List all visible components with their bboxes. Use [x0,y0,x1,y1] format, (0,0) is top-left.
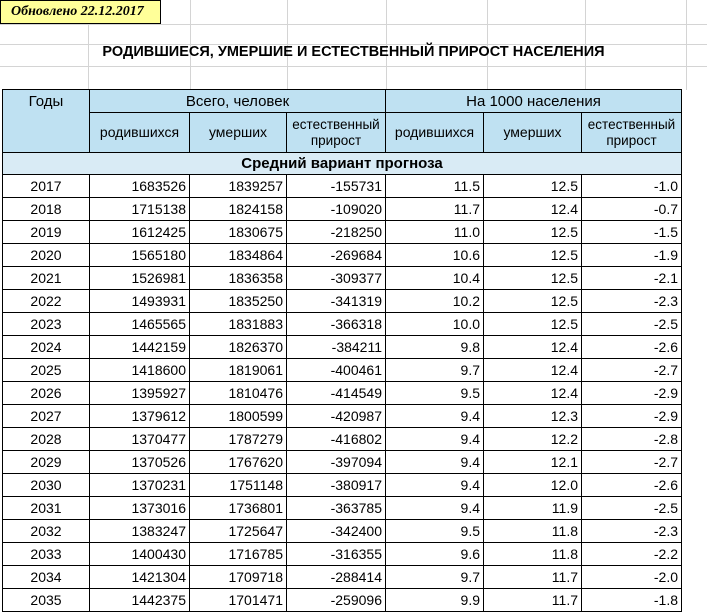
cell-born[interactable]: 1442375 [90,589,190,612]
cell-born-rate[interactable]: 9.4 [386,405,484,428]
cell-born[interactable]: 1493931 [90,290,190,313]
cell-growth-rate[interactable]: -2.9 [582,382,682,405]
cell-born-rate[interactable]: 9.4 [386,428,484,451]
cell-born[interactable]: 1565180 [90,244,190,267]
cell-growth-rate[interactable]: -0.7 [582,198,682,221]
header-natural-growth[interactable]: естественный прирост [287,113,386,153]
table-row [3,589,682,612]
cell-year[interactable]: 2022 [3,290,90,313]
cell-born-rate[interactable]: 10.4 [386,267,484,290]
cell-year[interactable]: 2023 [3,313,90,336]
cell-year[interactable]: 2027 [3,405,90,428]
cell-natural-growth[interactable]: -363785 [287,497,386,520]
cell-died[interactable]: 1800599 [190,405,287,428]
cell-born[interactable]: 1418600 [90,359,190,382]
cell-growth-rate[interactable]: -2.9 [582,405,682,428]
header-born-rate[interactable]: родившихся [386,113,484,153]
cell-born[interactable]: 1400430 [90,543,190,566]
cell-year[interactable]: 2020 [3,244,90,267]
cell-year[interactable]: 2021 [3,267,90,290]
cell-born[interactable]: 1395927 [90,382,190,405]
cell-died-rate[interactable]: 12.5 [484,313,582,336]
cell-died-rate[interactable]: 11.8 [484,543,582,566]
cell-born[interactable]: 1383247 [90,520,190,543]
cell-natural-growth[interactable]: -366318 [287,313,386,336]
cell-died[interactable]: 1834864 [190,244,287,267]
cell-natural-growth[interactable]: -384211 [287,336,386,359]
cell-year[interactable]: 2034 [3,566,90,589]
table-row [3,336,682,359]
cell-growth-rate[interactable]: -2.3 [582,520,682,543]
cell-born-rate[interactable]: 9.7 [386,359,484,382]
cell-growth-rate[interactable]: -1.5 [582,221,682,244]
header-died[interactable]: умерших [190,113,287,153]
cell-growth-rate[interactable]: -2.5 [582,497,682,520]
cell-born-rate[interactable]: 11.0 [386,221,484,244]
table-row [3,198,682,221]
cell-year[interactable]: 2033 [3,543,90,566]
table-row [3,428,682,451]
cell-died[interactable]: 1751148 [190,474,287,497]
cell-died[interactable]: 1826370 [190,336,287,359]
cell-growth-rate[interactable]: -2.0 [582,566,682,589]
cell-died-rate[interactable]: 12.4 [484,198,582,221]
page-title: РОДИВШИЕСЯ, УМЕРШИЕ И ЕСТЕСТВЕННЫЙ ПРИРОСТ НАСЕЛЕНИЯ [102,44,605,60]
cell-growth-rate[interactable]: -1.9 [582,244,682,267]
cell-natural-growth[interactable]: -416802 [287,428,386,451]
cell-died-rate[interactable]: 12.5 [484,244,582,267]
cell-natural-growth[interactable]: -269684 [287,244,386,267]
cell-died[interactable]: 1725647 [190,520,287,543]
cell-born[interactable]: 1379612 [90,405,190,428]
cell-natural-growth[interactable]: -400461 [287,359,386,382]
cell-growth-rate[interactable]: -2.2 [582,543,682,566]
cell-year[interactable]: 2029 [3,451,90,474]
header-years[interactable]: Годы [3,90,90,153]
cell-died[interactable]: 1835250 [190,290,287,313]
cell-born-rate[interactable]: 10.6 [386,244,484,267]
header-per1000-group[interactable]: На 1000 населения [386,90,682,113]
cell-natural-growth[interactable]: -397094 [287,451,386,474]
table-row [3,244,682,267]
cell-died-rate[interactable]: 12.5 [484,290,582,313]
cell-died-rate[interactable]: 12.5 [484,267,582,290]
cell-died-rate[interactable]: 12.5 [484,221,582,244]
cell-died[interactable]: 1839257 [190,175,287,198]
cell-natural-growth[interactable]: -316355 [287,543,386,566]
cell-died-rate[interactable]: 12.4 [484,336,582,359]
cell-born[interactable]: 1370231 [90,474,190,497]
cell-died-rate[interactable]: 11.9 [484,497,582,520]
cell-born-rate[interactable]: 9.4 [386,451,484,474]
cell-born[interactable]: 1442159 [90,336,190,359]
cell-born-rate[interactable]: 11.5 [386,175,484,198]
cell-died[interactable]: 1824158 [190,198,287,221]
cell-died[interactable]: 1810476 [190,382,287,405]
cell-died[interactable]: 1701471 [190,589,287,612]
cell-born-rate[interactable]: 9.7 [386,566,484,589]
cell-born-rate[interactable]: 11.7 [386,198,484,221]
cell-born-rate[interactable]: 10.2 [386,290,484,313]
table-row [3,543,682,566]
cell-died-rate[interactable]: 12.4 [484,382,582,405]
cell-natural-growth[interactable]: -341319 [287,290,386,313]
cell-growth-rate[interactable]: -2.6 [582,336,682,359]
cell-died-rate[interactable]: 12.4 [484,359,582,382]
cell-died-rate[interactable]: 12.0 [484,474,582,497]
cell-year[interactable]: 2032 [3,520,90,543]
table-row [3,497,682,520]
cell-natural-growth[interactable]: -414549 [287,382,386,405]
cell-born[interactable]: 1465565 [90,313,190,336]
cell-born-rate[interactable]: 9.5 [386,382,484,405]
cell-born[interactable]: 1370477 [90,428,190,451]
cell-born-rate[interactable]: 9.9 [386,589,484,612]
cell-died-rate[interactable]: 12.1 [484,451,582,474]
cell-natural-growth[interactable]: -109020 [287,198,386,221]
cell-year[interactable]: 2019 [3,221,90,244]
cell-born[interactable]: 1370526 [90,451,190,474]
cell-year[interactable]: 2017 [3,175,90,198]
cell-died[interactable]: 1831883 [190,313,287,336]
cell-growth-rate[interactable]: -2.7 [582,451,682,474]
cell-died-rate[interactable]: 11.7 [484,589,582,612]
table-row [3,451,682,474]
cell-born[interactable]: 1526981 [90,267,190,290]
cell-died-rate[interactable]: 11.7 [484,566,582,589]
cell-died[interactable]: 1736801 [190,497,287,520]
cell-natural-growth[interactable]: -218250 [287,221,386,244]
cell-natural-growth[interactable]: -259096 [287,589,386,612]
cell-born-rate[interactable]: 9.4 [386,497,484,520]
table-row [3,405,682,428]
cell-born-rate[interactable]: 9.8 [386,336,484,359]
cell-growth-rate[interactable]: -1.8 [582,589,682,612]
cell-born[interactable]: 1373016 [90,497,190,520]
cell-growth-rate[interactable]: -2.1 [582,267,682,290]
cell-year[interactable]: 2025 [3,359,90,382]
table-row [3,520,682,543]
cell-born-rate[interactable]: 9.6 [386,543,484,566]
cell-year[interactable]: 2024 [3,336,90,359]
header-born[interactable]: родившихся [90,113,190,153]
cell-growth-rate[interactable]: -2.5 [582,313,682,336]
table-row [3,474,682,497]
cell-natural-growth[interactable]: -155731 [287,175,386,198]
cell-died-rate[interactable]: 11.8 [484,520,582,543]
cell-born-rate[interactable]: 10.0 [386,313,484,336]
cell-died[interactable]: 1836358 [190,267,287,290]
updated-date-cell[interactable]: Обновлено 22.12.2017 [0,0,161,24]
cell-born-rate[interactable]: 9.4 [386,474,484,497]
cell-died-rate[interactable]: 12.5 [484,175,582,198]
table-row [3,313,682,336]
cell-born[interactable]: 1421304 [90,566,190,589]
cell-natural-growth[interactable]: -288414 [287,566,386,589]
cell-died-rate[interactable]: 12.2 [484,428,582,451]
cell-year[interactable]: 2031 [3,497,90,520]
cell-growth-rate[interactable]: -2.6 [582,474,682,497]
cell-year[interactable]: 2026 [3,382,90,405]
cell-natural-growth[interactable]: -309377 [287,267,386,290]
population-table [2,89,682,612]
cell-year[interactable]: 2028 [3,428,90,451]
cell-growth-rate[interactable]: -2.8 [582,428,682,451]
table-row [3,267,682,290]
cell-died-rate[interactable]: 12.3 [484,405,582,428]
cell-died[interactable]: 1819061 [190,359,287,382]
table-row [3,290,682,313]
cell-natural-growth[interactable]: -342400 [287,520,386,543]
cell-born[interactable]: 1612425 [90,221,190,244]
header-died-rate[interactable]: умерших [484,113,582,153]
header-growth-rate[interactable]: естественный прирост [582,113,682,153]
cell-growth-rate[interactable]: -2.7 [582,359,682,382]
cell-born[interactable]: 1715138 [90,198,190,221]
cell-born[interactable]: 1683526 [90,175,190,198]
cell-growth-rate[interactable]: -2.3 [582,290,682,313]
table-row [3,566,682,589]
table-row [3,175,682,198]
cell-year[interactable]: 2018 [3,198,90,221]
cell-died[interactable]: 1709718 [190,566,287,589]
cell-died[interactable]: 1716785 [190,543,287,566]
table-row [3,382,682,405]
cell-year[interactable]: 2030 [3,474,90,497]
forecast-variant-label[interactable]: Средний вариант прогноза [3,153,682,175]
table-row [3,359,682,382]
header-total-group[interactable]: Всего, человек [90,90,386,113]
cell-natural-growth[interactable]: -380917 [287,474,386,497]
cell-growth-rate[interactable]: -1.0 [582,175,682,198]
cell-died[interactable]: 1787279 [190,428,287,451]
cell-died[interactable]: 1767620 [190,451,287,474]
cell-born-rate[interactable]: 9.5 [386,520,484,543]
table-row [3,221,682,244]
cell-natural-growth[interactable]: -420987 [287,405,386,428]
cell-died[interactable]: 1830675 [190,221,287,244]
cell-year[interactable]: 2035 [3,589,90,612]
